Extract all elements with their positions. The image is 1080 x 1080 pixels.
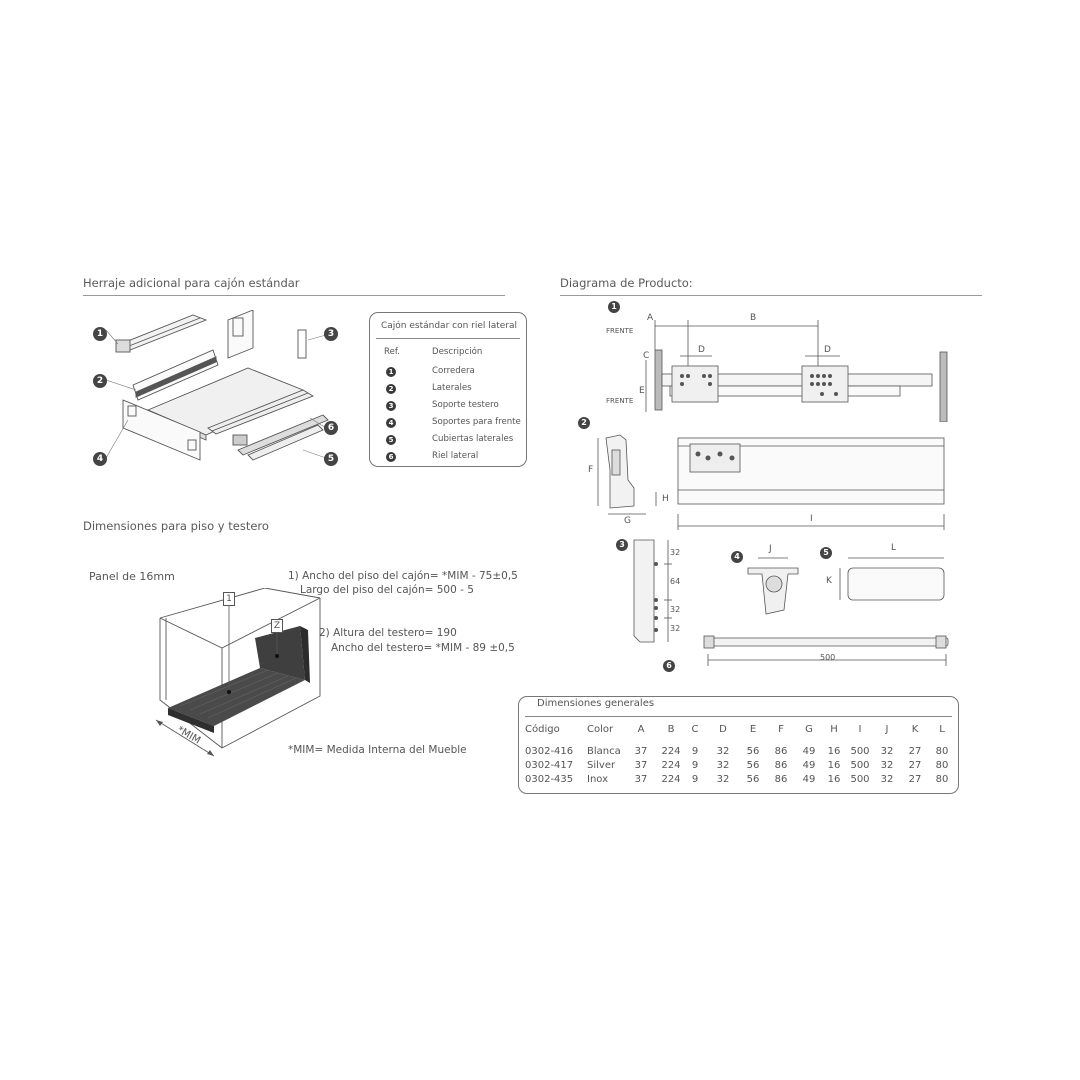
table-row-cell: 224 — [661, 760, 681, 771]
diagram-callout-2: 2 — [578, 417, 590, 429]
ref-badge: 1 — [386, 367, 396, 377]
callout-3: 3 — [324, 327, 338, 341]
table-row-cell: 86 — [774, 774, 788, 785]
table-row-cell: 32 — [880, 774, 894, 785]
table-row-cell: Inox — [587, 774, 609, 785]
callout-1: 1 — [93, 327, 107, 341]
table-row-cell: 224 — [661, 746, 681, 757]
legend-divider — [376, 338, 520, 339]
back-support-diagram — [628, 536, 698, 646]
callout-5: 5 — [324, 452, 338, 466]
table-header-cell: H — [830, 724, 838, 735]
dim-E: E — [639, 386, 645, 396]
section-rule — [560, 295, 982, 296]
table-row-cell: 9 — [691, 746, 699, 757]
table-header-cell: K — [911, 724, 919, 735]
legend-desc: Corredera — [432, 366, 475, 376]
ref-badge: 4 — [386, 418, 396, 428]
table-row-cell: 16 — [827, 774, 841, 785]
table-row-cell: 0302-417 — [525, 760, 574, 771]
legend-col-desc: Descripción — [432, 347, 483, 357]
ref-badge: 6 — [386, 452, 396, 462]
table-header-cell: D — [719, 724, 727, 735]
table-row-cell: 56 — [746, 774, 760, 785]
note-2b-tolerance: ±0,5 — [489, 642, 515, 654]
callout-6: 6 — [324, 421, 338, 435]
table-row-cell: 37 — [634, 774, 648, 785]
dim-A: A — [647, 313, 654, 323]
table-row-cell: 0302-435 — [525, 774, 574, 785]
table-row-cell: 86 — [774, 760, 788, 771]
note-2b — [331, 642, 515, 654]
table-row-cell: 37 — [634, 746, 648, 757]
side-rail-diagram — [700, 630, 955, 670]
dim-K: K — [826, 576, 832, 586]
diagram-callout-3: 3 — [616, 539, 628, 551]
table-row-cell: 32 — [716, 760, 730, 771]
legend-desc: Soportes para frente — [432, 417, 521, 427]
label-floor: 1 — [223, 592, 235, 606]
ref-badge: 5 — [386, 435, 396, 445]
table-row-cell: 49 — [802, 774, 816, 785]
legend-desc: Riel lateral — [432, 451, 479, 461]
table-header-cell: F — [778, 724, 784, 735]
note-1b: Largo del piso del cajón= 500 - 5 — [300, 584, 474, 596]
note-2b-text: Ancho del testero= *MIM - 89 — [331, 642, 486, 654]
table-header-cell: Color — [587, 724, 614, 735]
floor-panel-illustration — [150, 588, 330, 764]
ref-badge: 3 — [386, 401, 396, 411]
table-row-cell: 32 — [716, 746, 730, 757]
dim-I: I — [810, 514, 813, 524]
dimensions-table — [518, 696, 959, 794]
slide-diagram — [640, 312, 960, 422]
mim-footnote: *MIM= Medida Interna del Mueble — [288, 744, 467, 756]
frente-label-top: FRENTE — [606, 327, 634, 335]
frente-label-bottom: FRENTE — [606, 397, 634, 405]
table-row-cell: 27 — [908, 760, 922, 771]
table-header-cell: C — [691, 724, 699, 735]
table-row-cell: 80 — [935, 760, 949, 771]
section-rule — [83, 295, 505, 296]
dim-32-a: 32 — [670, 548, 681, 557]
table-divider — [525, 716, 952, 717]
table-header-cell: J — [885, 724, 889, 735]
mim-label: *MIM — [174, 724, 203, 747]
table-header-cell: Código — [525, 724, 560, 735]
legend-title: Cajón estándar con riel lateral — [381, 321, 518, 331]
table-row-cell: 500 — [850, 746, 870, 757]
table-header-cell: L — [939, 724, 945, 735]
table-row-cell: 86 — [774, 746, 788, 757]
diagram-callout-6: 6 — [663, 660, 675, 672]
section-title-dimensiones: Dimensiones para piso y testero — [83, 519, 269, 533]
section-title-diagrama: Diagrama de Producto: — [560, 276, 693, 290]
legend-box — [369, 312, 527, 467]
dim-G: G — [624, 516, 631, 526]
dim-L: L — [891, 543, 897, 553]
dim-32-b: 32 — [670, 605, 681, 614]
table-row-cell: 56 — [746, 746, 760, 757]
table-header-cell: E — [749, 724, 757, 735]
front-bracket-diagram — [740, 552, 810, 620]
ref-badge: 2 — [386, 384, 396, 394]
note-1a-text: 1) Ancho del piso del cajón= *MIM - 75 — [288, 570, 493, 582]
table-title: Dimensiones generales — [537, 698, 655, 709]
table-row-cell: 224 — [661, 774, 681, 785]
callout-2: 2 — [93, 374, 107, 388]
note-2a: 2) Altura del testero= 190 — [319, 627, 457, 639]
callout-4: 4 — [93, 452, 107, 466]
table-row-cell: 49 — [802, 760, 816, 771]
side-panel-diagram — [590, 430, 955, 530]
table-row-cell: 16 — [827, 760, 841, 771]
exploded-drawer-illustration — [88, 310, 348, 470]
table-row-cell: 500 — [850, 774, 870, 785]
legend-col-ref: Ref. — [384, 347, 401, 357]
legend-desc: Cubiertas laterales — [432, 434, 514, 444]
legend-desc: Soporte testero — [432, 400, 499, 410]
table-header-cell: A — [637, 724, 645, 735]
panel-label: Panel de 16mm — [89, 570, 175, 583]
table-row-cell: 80 — [935, 746, 949, 757]
rail-length: 500 — [820, 653, 836, 662]
diagram-callout-4: 4 — [731, 551, 743, 563]
table-row-cell: 32 — [880, 760, 894, 771]
dim-B: B — [750, 313, 757, 323]
label-testero: Z — [271, 619, 283, 633]
legend-desc: Laterales — [432, 383, 472, 393]
dim-H: H — [662, 494, 669, 504]
table-row-cell: Silver — [587, 760, 616, 771]
section-title-herraje: Herraje adicional para cajón estándar — [83, 276, 300, 290]
table-row-cell: 80 — [935, 774, 949, 785]
diagram-callout-1: 1 — [608, 301, 620, 313]
table-row-cell: 56 — [746, 760, 760, 771]
table-row-cell: 49 — [802, 746, 816, 757]
table-row-cell: 32 — [716, 774, 730, 785]
dim-64: 64 — [670, 577, 681, 586]
dim-D-right: D — [824, 345, 831, 355]
dim-J: J — [769, 544, 772, 554]
diagram-callout-5: 5 — [820, 547, 832, 559]
note-1a — [288, 570, 518, 582]
note-1a-tolerance: ±0,5 — [492, 570, 518, 582]
table-row-cell: Blanca — [587, 746, 621, 757]
table-row-cell: 32 — [880, 746, 894, 757]
dim-D-left: D — [698, 345, 705, 355]
table-header-cell: B — [667, 724, 675, 735]
table-row-cell: 9 — [691, 774, 699, 785]
table-header-cell: I — [858, 724, 862, 735]
table-header-cell: G — [805, 724, 813, 735]
dim-F: F — [588, 465, 594, 475]
dim-32-c: 32 — [670, 624, 681, 633]
table-row-cell: 27 — [908, 774, 922, 785]
table-row-cell: 500 — [850, 760, 870, 771]
dim-C: C — [643, 351, 650, 361]
table-row-cell: 9 — [691, 760, 699, 771]
table-row-cell: 37 — [634, 760, 648, 771]
table-row-cell: 27 — [908, 746, 922, 757]
table-row-cell: 16 — [827, 746, 841, 757]
cover-diagram — [830, 552, 950, 602]
table-row-cell: 0302-416 — [525, 746, 574, 757]
